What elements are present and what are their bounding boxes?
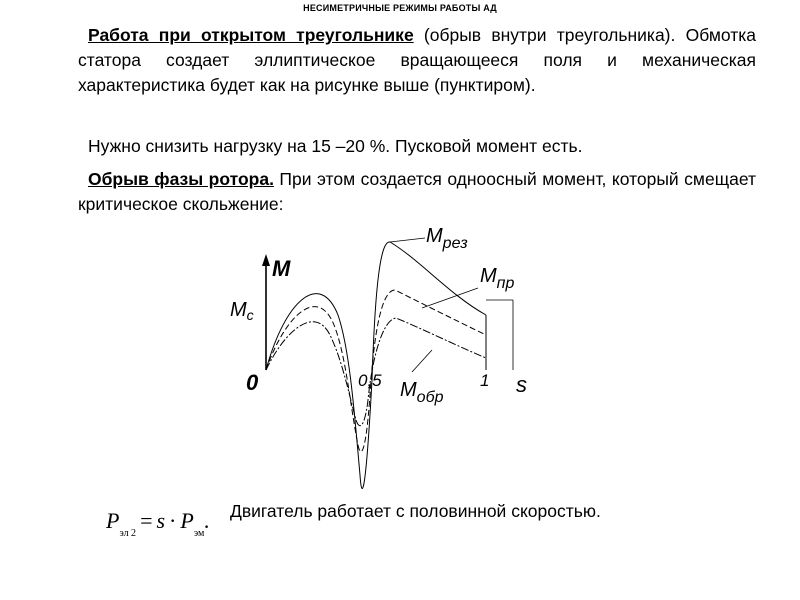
label-m-obr: $M_{обр}$ [400, 379, 444, 406]
axis-x-label: s [516, 372, 527, 397]
axis-y-label: M [272, 256, 291, 281]
label-one: 1 [480, 371, 490, 390]
power-formula: $P_{эл 2}= s \cdot P_{эм}$. [106, 508, 210, 539]
torque-slip-figure [200, 220, 560, 510]
paragraph-lead: Работа при открытом треугольнике [88, 25, 414, 45]
paragraph-rotor-phase-break [78, 167, 756, 217]
label-half: 0,5 [358, 371, 382, 390]
label-m-rez: $M_{рез}$ [426, 225, 468, 252]
leader-m-obr [412, 350, 432, 372]
label-m-pr: $M_{пр}$ [480, 265, 515, 292]
paragraph-text: (обрыв внутри треугольника). Обмотка статора создает эллиптическое вращающееся поля и механическая характеристика будет как на рисунке выше (пунктиром). [78, 25, 757, 95]
paragraph-open-delta [78, 23, 756, 98]
leader-m-rez [390, 238, 425, 242]
slide-header: НЕСИМЕТРИЧНЫЕ РЕЖИМЫ РАБОТЫ АД [303, 3, 497, 13]
y-axis-arrow [262, 254, 270, 266]
paragraph-text: При этом создается одноосный момент, который смещает критическое скольжение: [78, 169, 756, 214]
curve-m-rez [266, 242, 486, 489]
paragraph-text: Нужно снизить нагрузку на 15 –20 %. Пусковой момент есть. [88, 136, 583, 156]
paragraph-lead: Обрыв фазы ротора. [88, 169, 274, 189]
paragraph-load-reduction [78, 134, 756, 159]
half-speed-note: Двигатель работает с половинной скоростью. [230, 501, 601, 521]
label-origin: 0 [246, 370, 259, 395]
torque-slip-diagram [200, 220, 560, 510]
label-mc: $M_c$ [230, 299, 254, 323]
